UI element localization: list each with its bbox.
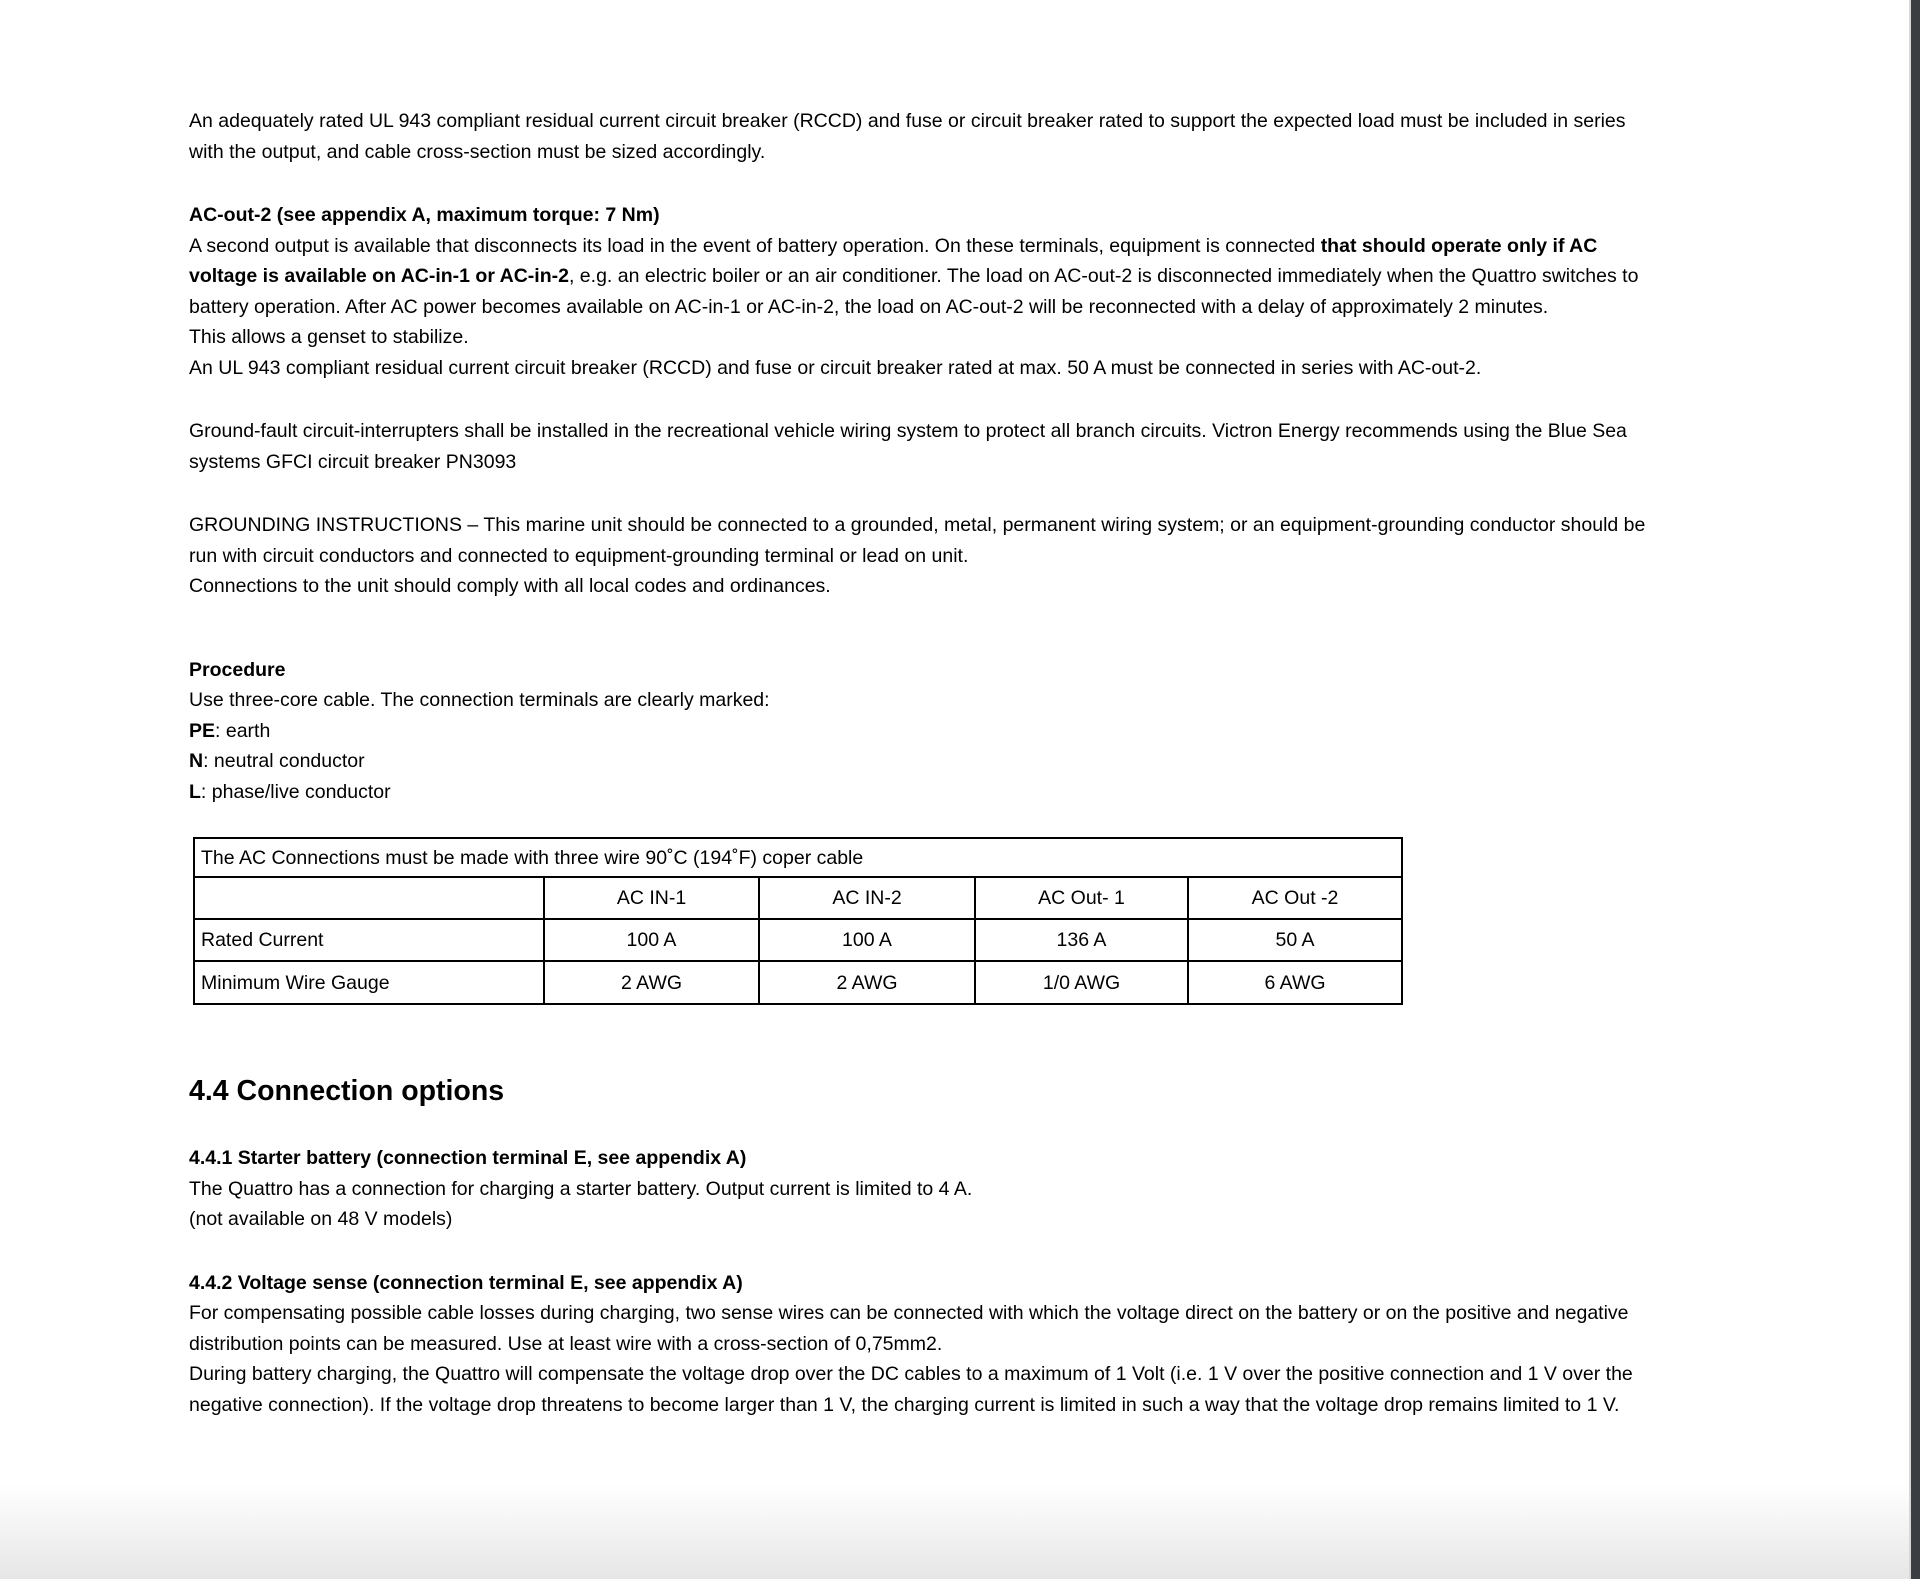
section-4-4-1-heading: 4.4.1 Starter battery (connection terminal E, see appendix A) — [189, 1147, 747, 1169]
terminal-l-desc: : phase/live conductor — [200, 780, 391, 803]
table-cell-gauge-ac-out-2: 6 AWG — [1188, 961, 1402, 1004]
document-body — [189, 106, 1651, 1453]
table-caption: The AC Connections must be made with three wire 90˚C (194˚F) coper cable — [194, 838, 1402, 877]
procedure-section — [189, 655, 1651, 808]
grounding-line-2: Connections to the unit should comply with all local codes and ordinances. — [189, 575, 831, 597]
ac-connections-table — [193, 837, 1403, 1005]
table-cell-gauge-ac-in-2: 2 AWG — [759, 961, 975, 1004]
table-row-min-wire-gauge — [194, 961, 1402, 1004]
table-header-empty — [194, 877, 544, 919]
terminal-pe-desc: : earth — [215, 719, 271, 742]
section-4-4-2-heading: 4.4.2 Voltage sense (connection terminal E, see appendix A) — [189, 1271, 743, 1294]
table-row-rated-current — [194, 919, 1402, 961]
table-row-label-min-wire-gauge: Minimum Wire Gauge — [194, 961, 544, 1004]
table-caption-row — [194, 838, 1402, 877]
table-header-ac-in-2: AC IN-2 — [759, 877, 975, 919]
ac-out-2-text-2: , e.g. an electric boiler or an air conditioner. The load on AC-out-2 is disconnected immediately when the Quattro switches to battery operation. After AC power becomes available on AC-in-1 or AC-in-2, the load on AC-out-2 will be reconnected with a delay of approximately 2 minutes. — [189, 265, 1639, 318]
terminal-l-line — [189, 777, 1651, 808]
section-4-4-2 — [189, 1268, 1651, 1421]
paragraph-gfci: Ground-fault circuit-interrupters shall be installed in the recreational vehicle wiring system to protect all branch circuits. Victron Energy recommends using the Blue Sea systems GFCI circuit breaker PN3093 — [189, 420, 1627, 473]
ac-out-2-text-genset: This allows a genset to stabilize. — [189, 326, 469, 348]
terminal-l-label: L — [189, 780, 201, 803]
terminal-pe-line — [189, 716, 1651, 747]
ac-out-2-heading: AC-out-2 (see appendix A, maximum torque: 7 Nm) — [189, 204, 660, 226]
table-row-label-rated-current: Rated Current — [194, 919, 544, 961]
grounding-instructions — [189, 510, 1651, 602]
table-header-ac-out-1: AC Out- 1 — [975, 877, 1188, 919]
table-cell-gauge-ac-out-1: 1/0 AWG — [975, 961, 1188, 1004]
ac-out-2-paragraph — [189, 231, 1651, 323]
procedure-heading: Procedure — [189, 658, 286, 681]
ac-out-2-text-1: A second output is available that disconnects its load in the event of battery operation. On these terminals, equipment is connected — [189, 234, 1321, 257]
section-4-4-1-line-2: (not available on 48 V models) — [189, 1208, 453, 1230]
table-cell-rated-ac-in-1: 100 A — [544, 919, 759, 961]
section-ac-out-2 — [189, 200, 1651, 383]
table-header-ac-out-2: AC Out -2 — [1188, 877, 1402, 919]
table-cell-rated-ac-in-2: 100 A — [759, 919, 975, 961]
grounding-line-1: GROUNDING INSTRUCTIONS – This marine unit should be connected to a grounded, metal, permanent wiring system; or an equipment-grounding conductor should be run with circuit conductors and connected to equipment-grounding terminal or lead on unit. — [189, 514, 1646, 567]
terminal-n-desc: : neutral conductor — [203, 750, 365, 772]
table-header-ac-in-1: AC IN-1 — [544, 877, 759, 919]
terminal-n-line — [189, 746, 1651, 777]
paragraph-ul943-rccd: An adequately rated UL 943 compliant residual current circuit breaker (RCCD) and fuse or circuit breaker rated to support the expected load must be included in series with the output, and cable cross-section must be sized accordingly. — [189, 110, 1626, 163]
section-4-4-title: 4.4 Connection options — [189, 1075, 505, 1107]
terminal-n-label: N — [189, 750, 204, 772]
table-cell-rated-ac-out-2: 50 A — [1188, 919, 1402, 961]
section-4-4-1 — [189, 1143, 1651, 1235]
scrollbar-track[interactable] — [1911, 0, 1920, 1579]
table-cell-gauge-ac-in-1: 2 AWG — [544, 961, 759, 1004]
ac-out-2-text-rccd50a: An UL 943 compliant residual current circuit breaker (RCCD) and fuse or circuit breaker rated at max. 50 A must be connected in series with AC-out-2. — [189, 356, 1482, 379]
table-cell-rated-ac-out-1: 136 A — [975, 919, 1188, 961]
terminal-pe-label: PE — [189, 719, 216, 742]
section-4-4-2-para-2: During battery charging, the Quattro will compensate the voltage drop over the DC cables to a maximum of 1 Volt (i.e. 1 V over the positive connection and 1 V over the negative connection). If the voltage drop threatens to become larger than 1 V, the charging current is limited in such a way that the voltage drop remains limited to 1 V. — [189, 1363, 1633, 1416]
section-4-4-1-line-1: The Quattro has a connection for charging a starter battery. Output current is limited to 4 A. — [189, 1177, 973, 1200]
procedure-intro: Use three-core cable. The connection terminals are clearly marked: — [189, 689, 770, 711]
page-bottom-fade — [0, 1484, 1909, 1579]
ac-out-2-text-bold: that should operate only if AC voltage is available on AC-in-1 or AC-in-2 — [189, 234, 1598, 287]
table-header-row — [194, 877, 1402, 919]
section-4-4-2-para-1: For compensating possible cable losses during charging, two sense wires can be connected with which the voltage direct on the battery or on the positive and negative distribution points can be measured. Use at least wire with a cross-section of 0,75mm2. — [189, 1302, 1629, 1355]
